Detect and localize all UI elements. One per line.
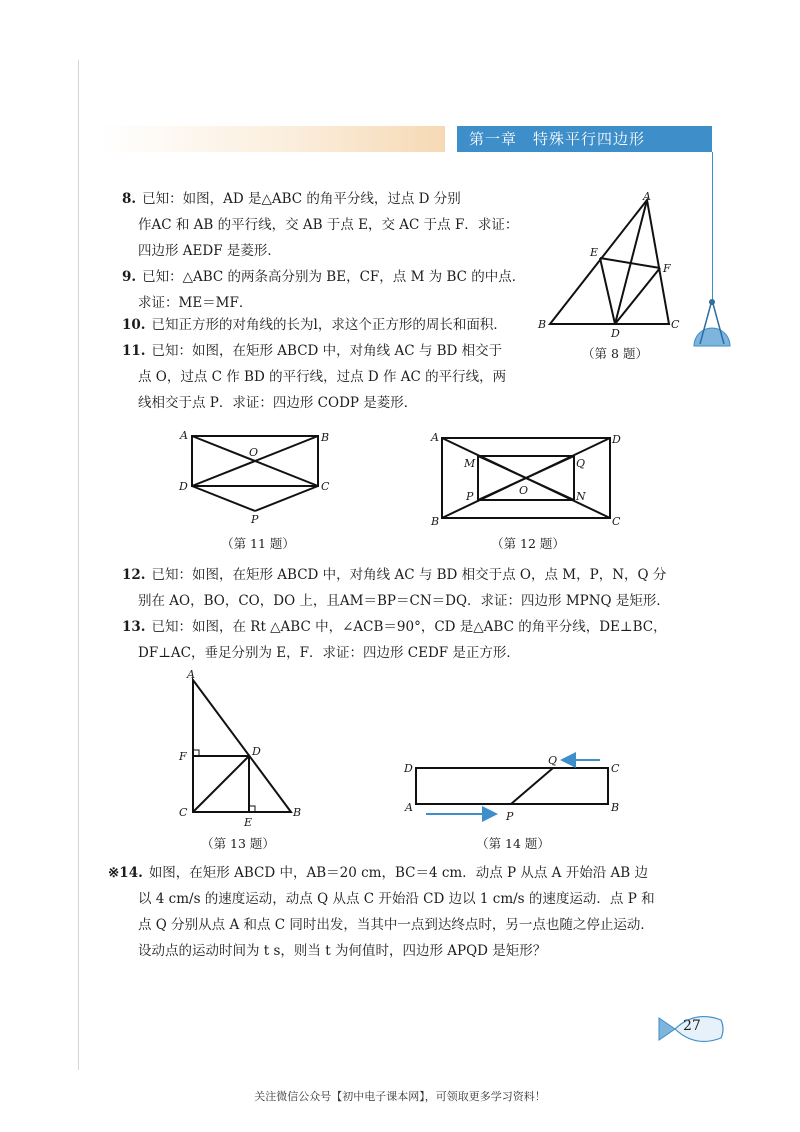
label-a: A bbox=[180, 429, 188, 442]
problem-11 bbox=[122, 338, 506, 416]
label-f: F bbox=[179, 750, 187, 763]
problem-14 bbox=[108, 860, 655, 964]
problem-text: 点 O，过点 C 作 BD 的平行线，过点 D 作 AC 的平行线，两 bbox=[138, 369, 507, 385]
problem-text: DF⊥AC，垂足分别为 E，F．求证：四边形 CEDF 是正方形． bbox=[138, 645, 520, 661]
problem-number: 11. bbox=[122, 343, 146, 359]
label-n: N bbox=[576, 490, 586, 503]
page-number: 27 bbox=[683, 1018, 701, 1034]
problem-text: 已知：如图，在 Rt △ABC 中，∠ACB＝90°，CD 是△ABC 的角平分线，DE⊥BC， bbox=[151, 619, 667, 635]
problem-number: 8. bbox=[122, 191, 137, 207]
footer-note: 关注微信公众号【初中电子课本网】，可领取更多学习资料！ bbox=[254, 1090, 546, 1103]
figure-12 bbox=[428, 428, 628, 528]
label-c: C bbox=[321, 480, 330, 493]
problem-text: 如图，在矩形 ABCD 中，AB＝20 cm，BC＝4 cm．动点 P 从点 A 开始沿 AB 边 bbox=[148, 865, 648, 881]
label-p: P bbox=[466, 490, 474, 503]
caption-fig8: （第 8 题） bbox=[582, 346, 648, 361]
label-c: C bbox=[612, 515, 621, 528]
label-f: F bbox=[663, 262, 671, 275]
problem-text: 求证：ME＝MF． bbox=[138, 295, 253, 311]
label-c: C bbox=[671, 318, 680, 331]
side-accent-line bbox=[712, 152, 713, 300]
label-d: D bbox=[404, 762, 413, 775]
problem-number: 9. bbox=[122, 269, 137, 285]
problem-10 bbox=[122, 312, 507, 338]
problem-text: 已知正方形的对角线的长为l，求这个正方形的周长和面积． bbox=[151, 317, 507, 333]
label-b: B bbox=[293, 806, 302, 819]
problem-text: 已知：如图，AD 是△ABC 的角平分线，过点 D 分别 bbox=[142, 191, 461, 207]
label-b: B bbox=[611, 801, 620, 814]
header-gradient-band bbox=[100, 126, 445, 152]
figure-8 bbox=[535, 190, 685, 340]
label-d: D bbox=[252, 745, 261, 758]
problem-9 bbox=[122, 264, 525, 316]
label-b: B bbox=[431, 515, 440, 528]
label-p: P bbox=[506, 810, 514, 823]
problem-text: 设动点的运动时间为 t s，则当 t 为何值时，四边形 APQD 是矩形？ bbox=[138, 943, 547, 959]
label-p: P bbox=[251, 513, 259, 526]
problem-text: 已知：如图，在矩形 ABCD 中，对角线 AC 与 BD 相交于点 O，点 M，P，N，Q 分 bbox=[151, 567, 667, 583]
problem-text: 以 4 cm/s 的速度运动，动点 Q 从点 C 开始沿 CD 边以 1 cm/s 的速度运动．点 P 和 bbox=[138, 891, 655, 907]
caption-fig11: （第 11 题） bbox=[221, 536, 295, 551]
label-a: A bbox=[431, 431, 439, 444]
problem-text: 作AC 和 AB 的平行线，交 AB 于点 E，交 AC 于点 F．求证： bbox=[138, 217, 519, 233]
label-o: O bbox=[249, 446, 259, 459]
problem-13 bbox=[122, 614, 667, 666]
problem-number: 13. bbox=[122, 619, 146, 635]
label-q: Q bbox=[576, 457, 586, 470]
problem-text: 别在 AO，BO，CO，DO 上，且AM＝BP＝CN＝DQ．求证：四边形 MPNQ 是矩形． bbox=[138, 593, 670, 609]
caption-fig14: （第 14 题） bbox=[476, 836, 550, 851]
label-d: D bbox=[611, 327, 620, 340]
label-e: E bbox=[590, 246, 599, 259]
label-b: B bbox=[538, 318, 547, 331]
figure-11 bbox=[175, 426, 335, 526]
caption-fig13: （第 13 题） bbox=[201, 836, 275, 851]
problem-number: ※14. bbox=[108, 865, 143, 881]
problem-text: 线相交于点 P．求证：四边形 CODP 是菱形． bbox=[138, 395, 418, 411]
label-c: C bbox=[611, 762, 620, 775]
problem-8 bbox=[122, 186, 518, 264]
label-o: O bbox=[519, 484, 529, 497]
label-a: A bbox=[643, 190, 651, 203]
label-d: D bbox=[612, 433, 621, 446]
figure-13 bbox=[175, 666, 315, 832]
problem-12 bbox=[122, 562, 670, 614]
label-e: E bbox=[244, 816, 253, 829]
caption-fig12: （第 12 题） bbox=[491, 536, 565, 551]
compass-protractor-icon bbox=[690, 296, 734, 348]
problem-text: 四边形 AEDF 是菱形． bbox=[138, 243, 281, 259]
page-edge-line bbox=[78, 60, 79, 1070]
problem-number: 10. bbox=[122, 317, 146, 333]
label-q: Q bbox=[548, 754, 558, 767]
problem-text: 点 Q 分别从点 A 和点 C 同时出发，当其中一点到达终点时，另一点也随之停止运动． bbox=[138, 917, 654, 933]
label-b: B bbox=[321, 431, 330, 444]
label-d: D bbox=[179, 480, 188, 493]
problem-number: 12. bbox=[122, 567, 146, 583]
figure-14 bbox=[398, 750, 628, 826]
label-m: M bbox=[464, 457, 476, 470]
label-a: A bbox=[187, 668, 195, 681]
label-a: A bbox=[405, 801, 413, 814]
label-c: C bbox=[179, 806, 188, 819]
chapter-title: 第一章 特殊平行四边形 bbox=[457, 126, 712, 152]
problem-text: 已知：△ABC 的两条高分别为 BE，CF，点 M 为 BC 的中点． bbox=[142, 269, 526, 285]
problem-text: 已知：如图，在矩形 ABCD 中，对角线 AC 与 BD 相交于 bbox=[151, 343, 503, 359]
